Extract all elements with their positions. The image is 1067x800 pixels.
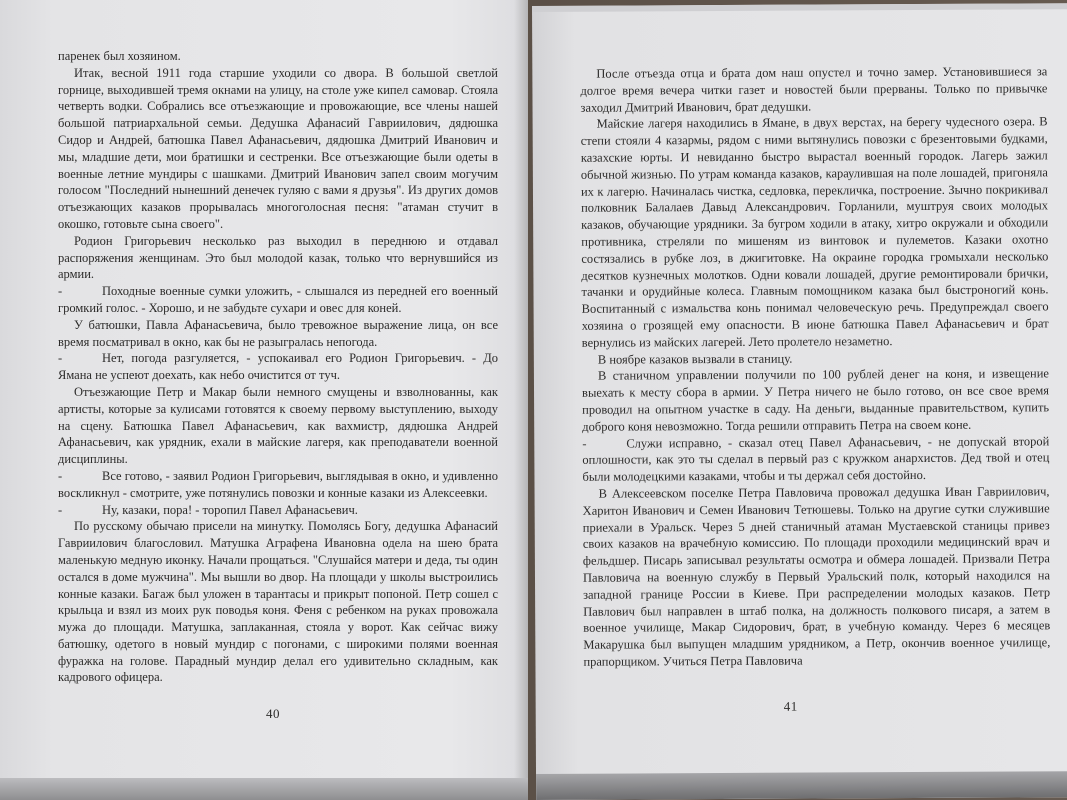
paragraph-text: После отъезда отца и брата дом наш опустел и точно замер. Установившиеся за долгое время вечера читки газет и новостей были прерваны. Только по привычке заходил Дмитрий Иванович, брат дедушки. <box>580 64 1048 115</box>
paragraph-text: Майские лагеря находились в Ямане, в двух верстах, на берегу чудесного озера. В степи стояли 4 казармы, рядом с ними вытянулись повозки с брезентовыми будками, казахские юрты. И невиданно быстро вырастал военный городок. Лагерь зажил обычной жизнью. По утрам команда казаков, караулившая на поле лошадей, пригоняла их к лагерю. Начиналась чистка, седловка, перекличка, построение. Зычно покрикивал полковник Балалаев Давыд Александрович. Горланили, муштруя своих молодых казаков, обучающие урядники. За бугром ходили в атаку, хитро окружали и обходили противника, стреляли по мишеням из винтовок и пулеметов. Казаки охотно состязались в рубке лоз, в джигитовке. На окраине городка громыхали несколько десятков кузнечных молотков. Одни ковали лошадей, другие ремонтировали брички, тачанки и орудийные колеса. Главным помощником казака был быстроногий конь. Воспитанный с измальства конь понимал человеческую речь. Предупреждал своего хозяина о грозящей ему опасности. В июне батюшка Павел Афанасьевич и брат вернулись из майских лагерей. Лето пролетело незаметно. <box>580 114 1049 350</box>
page-number-left: 40 <box>266 706 280 721</box>
dialogue-paragraph <box>582 433 1049 486</box>
paragraph-text: Ну, казаки, пора! - торопил Павел Афанасьевич. <box>102 502 358 517</box>
text-paragraph <box>58 518 498 686</box>
dialogue-dash: - <box>58 468 63 483</box>
page-number-right: 41 <box>783 698 798 714</box>
paragraph-text: Служи исправно, - сказал отец Павел Афанасьевич, - не допускай второй оплошности, как это ты сделал в первый раз с кружком анархистов. Дед твой и отец были молодецкими казаками, чтобы и ты держал себя достойно. <box>582 433 1050 484</box>
paragraph-text: Все готово, - заявил Родион Григорьевич, выглядывая в окно, и удивленно воскликнул - смотрите, уже потянулись повозки и конные казаки из Алексеевки. <box>58 468 498 500</box>
text-paragraph <box>580 63 1047 116</box>
left-page-text <box>58 48 498 686</box>
text-paragraph <box>582 366 1049 436</box>
paragraph-text: В Алексеевском поселке Петра Павловича провожал дедушка Иван Гавриилович, Харитон Иванович и Семен Иванович Тетюшевы. Только на другие сутки служившие приехали в Уральск. Через 5 дней станичный атаман Мустаевской станицы привез своих казаков на врачебную комиссию. По площади проходили медицинский врач и фельдшер. Писарь записывал результаты осмотра и обмера лошадей. Призвали Петра Павловича на военную службу в Первый Уральский полк, который находился на западной границе России в Киеве. При распределении молодых казаков. Петр Павлович был направлен в штаб полка, на должность полкового писаря, а затем в военное училище, Макар Сидорович, брат, в учебную команду. Через 6 месяцев Макарушка был выпущен младшим урядником, а Петр, окончив военное училище, прапорщиком. Учиться Петра Павловича <box>582 484 1051 669</box>
paragraph-text: Походные военные сумки уложить, - слышался из передней его военный громкий голос. - Хорошо, и не забудьте сухари и овес для коней. <box>58 284 498 315</box>
dialogue-paragraph <box>58 502 498 519</box>
paragraph-text: У батюшки, Павла Афанасьевича, было тревожное выражение лица, он все время посматривал в окно, как бы не разыгралась непогода. <box>58 317 498 349</box>
dialogue-paragraph <box>58 468 498 502</box>
text-paragraph <box>58 65 498 233</box>
right-page <box>532 3 1067 800</box>
dialogue-dash: - <box>58 351 63 366</box>
paragraph-text: Отъезжающие Петр и Макар были немного смущены и взволнованны, как артисты, которые за кулисами готовятся к своему первому выступлению, выходу на сцену. Батюшка Павел Афанасьевич, как вахмистр, дядюшка Андрей Афанасьевич, как урядник, ехали в майские лагеря, как преподаватели военной дисциплины. <box>58 384 498 467</box>
paragraph-text: Нет, погода разгуляется, - успокаивал его Родион Григорьевич. - До Ямана не успеют доехать, как небо очистится от туч. <box>58 351 498 383</box>
dialogue-dash: - <box>582 436 587 451</box>
text-paragraph <box>58 233 498 283</box>
paragraph-text: По русскому обычаю присели на минутку. Помолясь Богу, дедушка Афанасий Гавриилович благословил. Матушка Аграфена Ивановна одела на шею брата маленькую медную иконку. Начали прощаться. "Слушайся матери и деда, ты один остался в доме мужчина". Мы вышли во двор. На площади у школы выстроились конные казаки. Багаж был уложен в тарантасы и прикрыт попоной. Петр сошел с крыльца и взял из моих рук поводья коня. Феня с ребенком на руках провожала мужа до площади. Матушка, заплаканная, стояла у ворот. Как сейчас вижу батюшку, одетого в новый мундир с погонами, с широкими полями военная фуражка на голове. Парадный мундир делал его удивительно складным, как кадрового офицера. <box>58 519 498 685</box>
paragraph-text: Итак, весной 1911 года старшие уходили со двора. В большой светлой горнице, выходившей тремя окнами на улицу, на столе уже кипел самовар. Стояла четверть водки. Собрались все отъезжающие и провожающие, все члены нашей большой патриархальной семьи. Дедушка Афанасий Гавриилович, дядюшка Сидор и Андрей, батюшка Павел Афанасьевич, дядюшка Дмитрий Иванович и мы, младшие дети, мои братишки и сестренки. Все отъезжающие были одеты в военные летние мундиры с шашками. Дмитрий Иванович запел своим могучим голосом "Последний нынешний денечек гуляю с вами я друзья". Из других домов отъезжающих казаков прорывалась многоголосная песня: "атаман стучит в окошко, готовьте сына своего". <box>58 65 498 231</box>
paragraph-text: В станичном управлении получили по 100 рублей денег на коня, и извещение выехать к месту сбора в армии. У Петра ничего не было готово, он все свое время проводил на опытном участке в саду. На деньги, выданные правительством, купить доброго коня невозможно. Тогда решили отправить Петра на своем коне. <box>581 366 1050 434</box>
dialogue-dash: - <box>58 284 63 299</box>
page-gutter-shadow <box>514 0 528 800</box>
dialogue-paragraph <box>58 283 498 317</box>
text-paragraph <box>58 48 498 65</box>
right-page-text <box>580 63 1050 670</box>
text-paragraph <box>58 384 498 468</box>
page-bottom-edge <box>0 778 528 800</box>
text-paragraph <box>58 317 498 351</box>
paragraph-text: паренек был хозяином. <box>58 49 181 63</box>
paragraph-text: В ноябре казаков вызвали в станицу. <box>597 351 793 367</box>
dialogue-paragraph <box>58 350 498 384</box>
text-paragraph <box>581 114 1049 352</box>
paragraph-text: Родион Григорьевич несколько раз выходил в переднюю и отдавал распоряжения женщинам. Это был молодой казак, только что вернувшийся из армии. <box>58 233 498 282</box>
page-bottom-edge <box>536 771 1067 800</box>
left-page <box>0 0 528 800</box>
text-paragraph <box>583 483 1051 670</box>
dialogue-dash: - <box>58 502 63 517</box>
